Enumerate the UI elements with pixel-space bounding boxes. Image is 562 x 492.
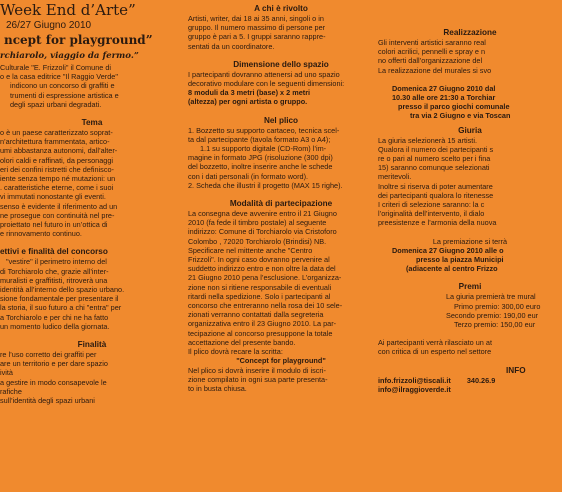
realizzazione-paragraph: Gli interventi artistici saranno real colori acrilici, pennelli e spray e n no offerti dall’organizzazione del La realizzazione del murales si svo — [378, 38, 492, 75]
modalita-heading: Modalità di partecipazione — [229, 199, 333, 209]
premi-heading: Premi — [458, 282, 482, 292]
plico-heading: Nel plico — [263, 115, 299, 125]
event-title: Week End d’Arte” — [0, 1, 136, 19]
obiettivi-paragraph: "vestire" il perimetro interno del di Torchiarolo che, grazie all’inter- muralisti e graffitisti, ritroverà una identità all’interno dello spazio urbano. sione fondamentale per presentare il la storia, il suo futuro a chi "entra" per a Torchiarolo e per chi ne ha fatto un momento ludico della giornata. — [0, 257, 125, 331]
schedule-block: Domenica 27 Giugno 2010 dal 10.30 alle ore 21:30 a Torchiar presso il parco giochi comunale tra via 2 Giugno e via Toscan — [392, 83, 511, 121]
intro-paragraph: Culturale "E. Frizzoli" il Comune di o e la casa editrice "Il Raggio Verde" indicono un concorso di graffiti e trumenti di espressione artistica e degli spazi urbani degradati. — [0, 63, 119, 109]
event-dates: 26/27 Giugno 2010 — [6, 20, 92, 31]
info-email-raggioverde[interactable]: info@ilraggioverde.it — [378, 384, 451, 394]
info-email-frizzoli[interactable]: info.frizzoli@tiscali.it — [378, 375, 451, 385]
premiazione-block: La premiazione si terrà Domenica 27 Giugno 2010 alle o presso la piazza Municipi (adiacente al centro Frizzo — [392, 236, 508, 274]
finalita-heading: Finalità — [77, 340, 107, 350]
plico-scritta: "Concept for playground" — [236, 356, 326, 366]
rivolto-paragraph: Artisti, writer, dai 18 ai 35 anni, singoli o in gruppo. Il numero massimo di persone per gruppo è pari a 5. I gruppi saranno rappre- sentati da un coordinatore. — [188, 14, 326, 51]
plico-paragraph: 1. Bozzetto su supporto cartaceo, tecnica scel- ta dal partecipante (tavola formato A3 o A4); 1.1 su supporto digitale (CD-Rom) l’im- magine in formato JPG (risoluzione (300 dpi) del bozzetto, inoltre inserire anche le schede con i dati personali (in formato word). 2. Scheda che illustri il progetto (MAX 15 righe). — [188, 125, 343, 190]
info-phone[interactable]: 340.26.9 — [466, 375, 496, 385]
info-heading: INFO — [506, 365, 526, 375]
column-middle — [188, 0, 374, 492]
concept-title: ncept for playground” — [4, 33, 153, 47]
obiettivi-heading: ettivi e finalità del concorso — [0, 247, 108, 257]
info-block — [378, 376, 562, 394]
column-right — [378, 0, 562, 492]
rivolto-heading: A chi è rivolto — [254, 4, 308, 13]
column-left — [0, 0, 184, 492]
modalita-paragraph: La consegna deve avvenire entro il 21 Giugno 2010 (fa fede il timbro postale) al seguente indirizzo: Comune di Torchiarolo via Cristoforo Colombo , 72020 Torchiarolo (Brindisi) NB. Specificare nel mittente anche "Centro Frizzoli". In ogni caso dovranno pervenire al suddetto indirizzo entro e non oltre la data del 21 Giugno 2010 pena l’esclusione. L’organizza- zione non si ritiene responsabile di eventuali ritardi nella spedizione. Solo i partecipanti al concorso che entreranno nella rosa dei 10 sele- zionati verranno contattati dalla segreteria organizzativa entro il 23 Giugno 2010. La par- tecipazione al concorso presuppone la totale accettazione del presente bando. Il plico dovrà recare la scritta: "Concept for playground" Nel plico si dovrà inserire il modulo di iscri- zione compilato in ogni sua parte presenta- to in busta chiusa. — [188, 209, 374, 393]
attestato-paragraph: Ai partecipanti verrà rilasciato un at con critica di un esperto nel settore — [378, 338, 492, 357]
giuria-paragraph: La giuria selezionerà 15 artisti. Qualora il numero dei partecipanti s re o pari al numero scelto per i fina 15) saranno comunque selezionati meritevoli. Inoltre si riserva di poter aumentare dei partecipanti qualora lo ritenesse I criteri di selezione saranno: la c l’originalità dell’intervento, il dialo preesistenze e l’armonia della nuova — [378, 135, 497, 228]
realizzazione-heading: Realizzazione — [443, 28, 497, 37]
finalita-paragraph: re l’uso corretto dei graffiti per are un territorio e per dare spazio ività a gestire in modo consapevole le rafiche sull’identità degli spazi urbani — [0, 350, 108, 406]
premi-list: La giuria premierà tre mural Primo premio: 300,00 euro Secondo premio: 190,00 eur Terzo premio: 150,00 eur — [446, 292, 541, 330]
giuria-heading: Giuria — [458, 125, 482, 135]
tema-heading: Tema — [81, 118, 103, 128]
tema-paragraph: o è un paese caratterizzato soprat- n’architettura frammentata, artico- umi abbastanza autonomi, dall’alter- olori caldi e raffinati, da personaggi eri dei confini ristretti che definisco- iente senza tempo né mutazioni: un . caratteristiche eterne, come i suoi vi immutati nonostante gli eventi. senso è evidente il riferimento ad un ne prosegue con continuità nel pre- proiettato nel futuro in un’ottica di e rinnovamento continuo. — [0, 128, 118, 239]
tagline: rchiarolo, viaggio da fermo.” — [0, 51, 139, 61]
dimensione-heading: Dimensione dello spazio — [233, 59, 329, 69]
dimensione-paragraph: I partecipanti dovranno attenersi ad uno spazio decorativo modulare con le seguenti dimensioni: 8 moduli da 3 metri (base) x 2 metri (altezza) per ogni artista o gruppo. — [188, 69, 345, 107]
